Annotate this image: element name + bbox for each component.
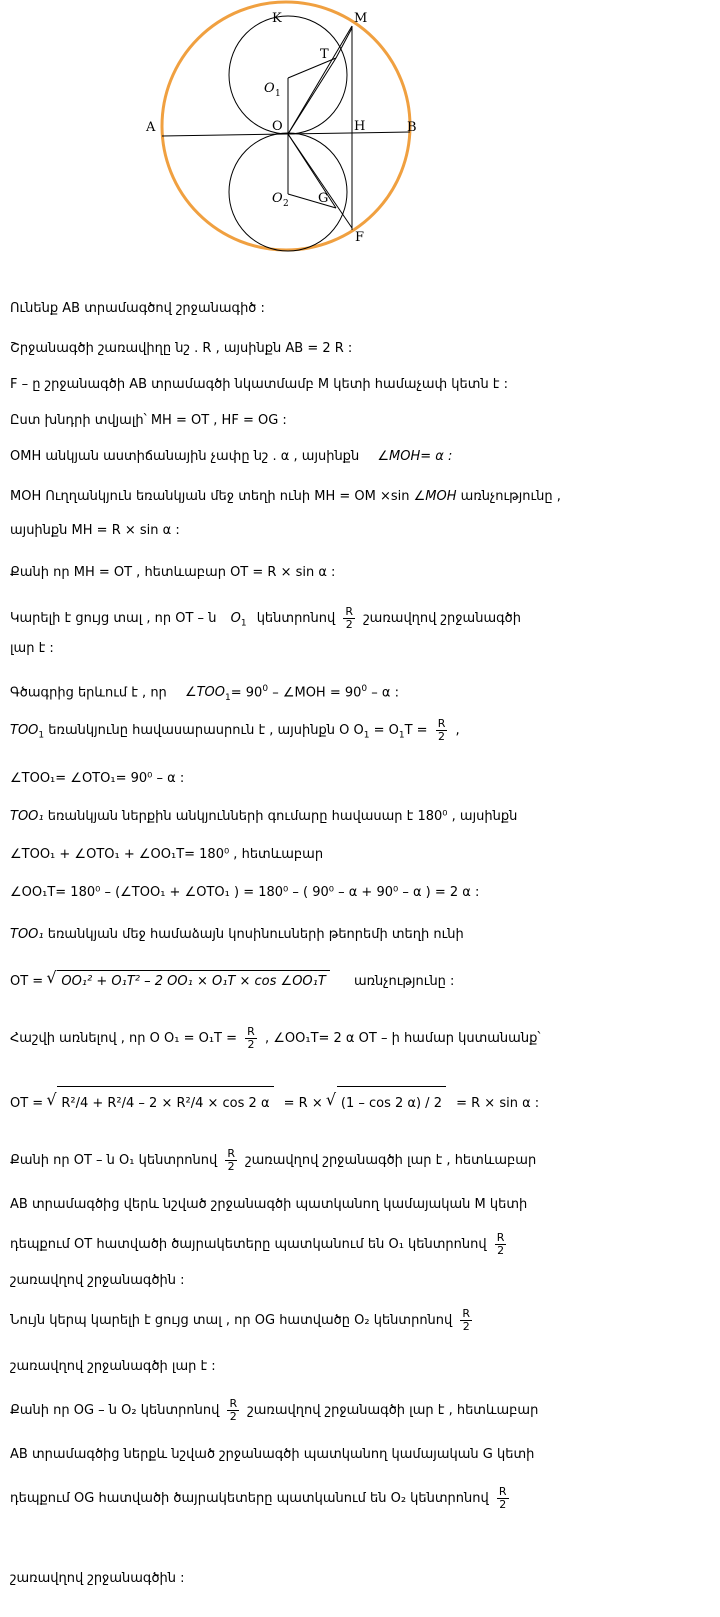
label-t: T	[320, 47, 329, 62]
line-17-too1: TOO₁	[10, 927, 44, 942]
segment-tm	[336, 28, 352, 58]
line-5-text: OMH անկյան աստիճանային չափը նշ . α , այսինքն	[10, 449, 360, 464]
line-20-end: = R × sin α :	[456, 1096, 540, 1111]
line-12-t: T =	[404, 723, 428, 738]
line-14-text: եռանկյան ներքին անկյունների գումարը հավասար է 180⁰ , այսինքն	[47, 809, 518, 824]
line-11-deg2: 0	[361, 684, 368, 694]
fraction-den-f: 2	[462, 1320, 470, 1333]
line-21-text-b: շառավղով շրջանագծի լար է , հետևաբար	[245, 1153, 537, 1168]
line-29	[10, 1484, 710, 1514]
line-9-center: O	[230, 611, 241, 626]
line-12-too1: TOO	[10, 723, 39, 738]
line-9-text-a: Կարելի է ցույց տալ , որ OT – ն	[10, 611, 217, 626]
line-6-angle: ∠MOH	[413, 489, 457, 504]
line-22: AB տրամագծից վերև նշված շրջանագծի պատկանող կամայական M կետի	[10, 1197, 528, 1212]
fraction-num-e: R	[496, 1231, 505, 1244]
segment-om	[288, 26, 352, 134]
fraction-r-over-2	[343, 606, 355, 631]
line-11	[10, 680, 710, 707]
fraction-r-over-2-h	[497, 1486, 509, 1511]
line-19-text-a: Հաշվի առնելով , որ O O₁ = O₁T =	[10, 1031, 238, 1046]
label-o2: O	[272, 191, 283, 206]
line-5-angle: ∠MOH= α :	[377, 449, 453, 464]
fraction-den-e: 2	[497, 1244, 505, 1257]
line-19	[10, 1024, 710, 1054]
line-18-ot: OT =	[10, 974, 44, 989]
fraction-num-d: R	[227, 1147, 235, 1160]
label-f: F	[355, 230, 365, 245]
line-8: Քանի որ MH = OT , հետևաբար OT = R × sin α :	[10, 565, 336, 580]
fraction-r-over-2-c	[245, 1026, 257, 1051]
label-m: M	[354, 11, 368, 26]
line-30: շառավղով շրջանագծին :	[10, 1571, 185, 1586]
line-12-sub3: 1	[398, 730, 405, 741]
line-6-text-c: առնչությունը ,	[460, 489, 561, 504]
line-11-eq: = 90	[230, 685, 263, 701]
line-11-angle: ∠TOO	[184, 685, 226, 701]
line-21	[10, 1146, 710, 1176]
label-o2-sub: 2	[283, 199, 289, 209]
line-20-r: = R ×	[283, 1096, 323, 1111]
fraction-num-c: R	[247, 1025, 255, 1038]
label-h: H	[354, 119, 366, 134]
line-27-text-b: շառավղով շրջանագծի լար է , հետևաբար	[247, 1403, 539, 1418]
line-27	[10, 1396, 710, 1426]
line-16: ∠OO₁T= 180⁰ – (∠TOO₁ + ∠OTO₁ ) = 180⁰ – ( 90⁰ – α + 90⁰ – α ) = 2 α :	[10, 885, 480, 900]
line-9-center-sub: 1	[240, 618, 247, 629]
segment-o1t	[288, 58, 336, 78]
line-19-text-b: , ∠OO₁T= 2 α OT – ի համար կստանանք՝	[264, 1031, 541, 1046]
line-18-end: առնչությունը :	[353, 974, 455, 989]
line-20	[10, 1086, 710, 1119]
line-9-text-d: շառավղով շրջանագծի	[363, 611, 521, 626]
line-12-end: ,	[451, 723, 460, 738]
fraction-den-h: 2	[499, 1498, 507, 1511]
line-11-end: – α :	[367, 685, 399, 701]
sqrt-expansion	[57, 1086, 273, 1119]
line-4: Ըստ խնդրի տվյալի՝ MH = OT , HF = OG :	[10, 413, 287, 428]
sqrt-half-angle	[337, 1086, 446, 1119]
sqrt-expansion-body: R²/4 + R²/4 – 2 × R²/4 × cos 2 α	[61, 1096, 270, 1111]
sqrt-half-angle-body: (1 – cos 2 α) / 2	[340, 1096, 442, 1111]
label-o1-sub: 1	[275, 89, 281, 99]
line-9-text-c: կենտրոնով	[256, 611, 336, 626]
line-20-ot: OT =	[10, 1096, 44, 1111]
segment-og	[288, 134, 336, 208]
line-26: շառավղով շրջանագծի լար է :	[10, 1359, 216, 1374]
line-1: Ունենք AB տրամագծով շրջանագիծ :	[10, 301, 265, 316]
line-11-text-a: Գծագրից երևում է , որ	[10, 685, 167, 701]
fraction-den: 2	[345, 618, 353, 631]
line-17	[10, 926, 710, 944]
line-3: F – ը շրջանագծի AB տրամագծի նկատմամբ M կետի համաչափ կետն է :	[10, 377, 509, 392]
line-27-text-a: Քանի որ OG – ն O₂ կենտրոնով	[10, 1403, 220, 1418]
label-o: O	[272, 119, 283, 134]
label-g: G	[318, 191, 329, 206]
line-14-too1: TOO₁	[10, 809, 44, 824]
line-14	[10, 808, 710, 826]
line-12-sub2: 1	[363, 730, 370, 741]
line-28: AB տրամագծից ներքև նշված շրջանագծի պատկանող կամայական G կետի	[10, 1447, 535, 1462]
fraction-num-h: R	[498, 1485, 507, 1498]
line-6-text-a: MOH Ուղղանկյուն եռանկյան մեջ տեղի ունի MH = OM ×sin	[10, 489, 410, 504]
fraction-r-over-2-b	[436, 718, 448, 743]
fraction-r-over-2-g	[227, 1398, 239, 1423]
line-5	[10, 448, 710, 466]
label-o1: O	[264, 81, 275, 96]
fraction-r-over-2-f	[460, 1308, 472, 1333]
outer-circle	[162, 2, 410, 250]
line-12-text: եռանկյունը հավասարասրուն է , այսինքն O O	[48, 723, 364, 738]
line-2: Շրջանագծի շառավիղը նշ . R , այսինքն AB = 2 R :	[10, 341, 353, 356]
fraction-r-over-2-e	[495, 1232, 507, 1257]
line-9	[10, 604, 710, 639]
geometry-figure	[0, 0, 720, 270]
line-12-sub: 1	[38, 730, 45, 741]
fraction-r-over-2-d	[225, 1148, 237, 1173]
line-29-text: դեպքում OG հատվածի ծայրակետերը պատկանում են O₂ կենտրոնով	[10, 1491, 489, 1506]
segment-ot	[288, 58, 336, 134]
sqrt-cosine-law	[57, 970, 329, 991]
line-11-deg: 0	[262, 684, 269, 694]
line-12-eq: = O	[369, 723, 399, 738]
line-18	[10, 970, 710, 991]
fraction-num-g: R	[229, 1397, 238, 1410]
line-25	[10, 1306, 710, 1336]
sqrt-cosine-law-body: OO₁² + O₁T² – 2 OO₁ × O₁T × cos ∠OO₁T	[61, 974, 326, 989]
fraction-num-f: R	[462, 1307, 471, 1320]
line-12	[10, 716, 710, 751]
line-23	[10, 1230, 710, 1260]
label-k: K	[272, 11, 282, 26]
fraction-den-c: 2	[247, 1038, 255, 1051]
line-17-text: եռանկյան մեջ համաձայն կոսինուսների թեորեմի տեղի ունի	[47, 927, 464, 942]
fraction-num-b: R	[437, 717, 446, 730]
fraction-den-d: 2	[227, 1160, 235, 1173]
line-11-sub: 1	[225, 692, 231, 703]
line-23-text: դեպքում OT հատվածի ծայրակետերը պատկանում են O₁ կենտրոնով	[10, 1237, 487, 1252]
line-13: ∠TOO₁= ∠OTO₁= 90⁰ – α :	[10, 771, 185, 786]
line-24: շառավղով շրջանագծին :	[10, 1273, 185, 1288]
fraction-num: R	[345, 605, 354, 618]
fraction-den-g: 2	[229, 1410, 237, 1423]
line-10: լար է :	[10, 641, 54, 656]
label-a: A	[146, 120, 156, 135]
fraction-den-b: 2	[438, 730, 446, 743]
line-6	[10, 488, 710, 506]
line-11-rest: – ∠MOH = 90	[268, 685, 362, 701]
label-b: B	[407, 120, 417, 135]
line-7: այսինքն MH = R × sin α :	[10, 523, 180, 538]
line-21-text-a: Քանի որ OT – ն O₁ կենտրոնով	[10, 1153, 218, 1168]
line-15: ∠TOO₁ + ∠OTO₁ + ∠OO₁T= 180⁰ , հետևաբար	[10, 847, 324, 862]
line-25-text: Նույն կերպ կարելի է ցույց տալ , որ OG հատվածը O₂ կենտրոնով	[10, 1313, 453, 1328]
